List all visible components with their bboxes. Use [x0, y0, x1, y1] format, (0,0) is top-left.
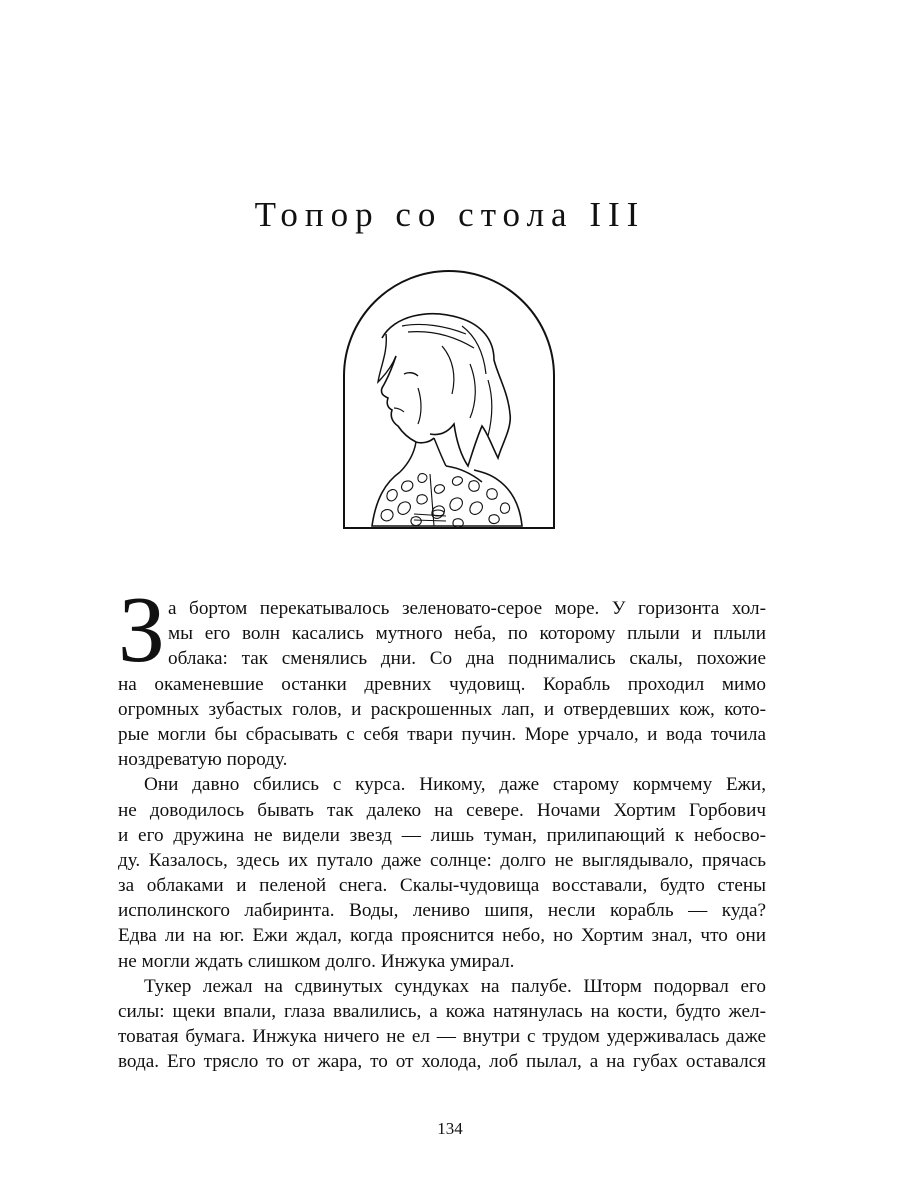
page-number: 134	[437, 1119, 463, 1138]
paragraph	[118, 974, 766, 1075]
text-line: огромных зубастых голов, и раскрошенных лап, и отвердевших кож, кото-	[118, 698, 766, 720]
paragraph	[118, 596, 766, 772]
portrait-in-arch-icon	[342, 268, 556, 530]
text-line: вода. Его трясло то от жара, то от холода, лоб пылал, а на губах оставался	[118, 1051, 766, 1073]
drop-cap: З	[118, 578, 166, 682]
text-line: Тукер лежал на сдвинутых сундуках на палубе. Шторм подорвал его	[144, 975, 766, 997]
text-line: на окаменевшие останки древних чудовищ. Корабль проходил мимо	[118, 673, 766, 695]
chapter-title: Топор со стола III	[254, 195, 646, 234]
text-line: мы его волн касались мутного неба, по которому плыли и плыли	[168, 623, 766, 645]
text-line: и его дружина не видели звезд — лишь туман, прилипающий к небосво-	[118, 824, 766, 846]
text-line: рые могли бы сбрасывать с себя твари пучин. Море урчало, и вода точила	[118, 723, 766, 745]
text-line: товатая бумага. Инжука ничего не ел — внутри с трудом удерживалась даже	[118, 1026, 766, 1048]
text-line: за облаками и пеленой снега. Скалы-чудовища восставали, будто стены	[118, 875, 766, 897]
text-line: Они давно сбились с курса. Никому, даже старому кормчему Ежи,	[144, 774, 766, 796]
chapter-illustration	[342, 268, 556, 530]
text-line: ду. Казалось, здесь их путало даже солнце: долго не выглядывало, прячась	[118, 849, 766, 871]
text-line: исполинского лабиринта. Воды, лениво шипя, несли корабль — куда?	[118, 900, 766, 922]
text-line: не могли ждать слишком долго. Инжука умирал.	[118, 950, 515, 972]
paragraph	[118, 772, 766, 974]
text-line: не доводилось бывать так далеко на севере. Ночами Хортим Горбович	[118, 799, 766, 821]
text-line: силы: щеки впали, глаза ввалились, а кожа натянулась на кости, будто жел-	[118, 1001, 766, 1022]
text-line: Едва ли на юг. Ежи ждал, когда прояснится небо, но Хортим знал, что они	[118, 925, 766, 947]
body-text	[118, 596, 766, 1075]
text-line: облака: так сменялись дни. Со дна поднимались скалы, похожие	[168, 648, 766, 670]
text-line: а бортом перекатывалось зеленовато-серое море. У горизонта хол-	[168, 598, 766, 619]
text-line: ноздреватую породу.	[118, 749, 288, 771]
